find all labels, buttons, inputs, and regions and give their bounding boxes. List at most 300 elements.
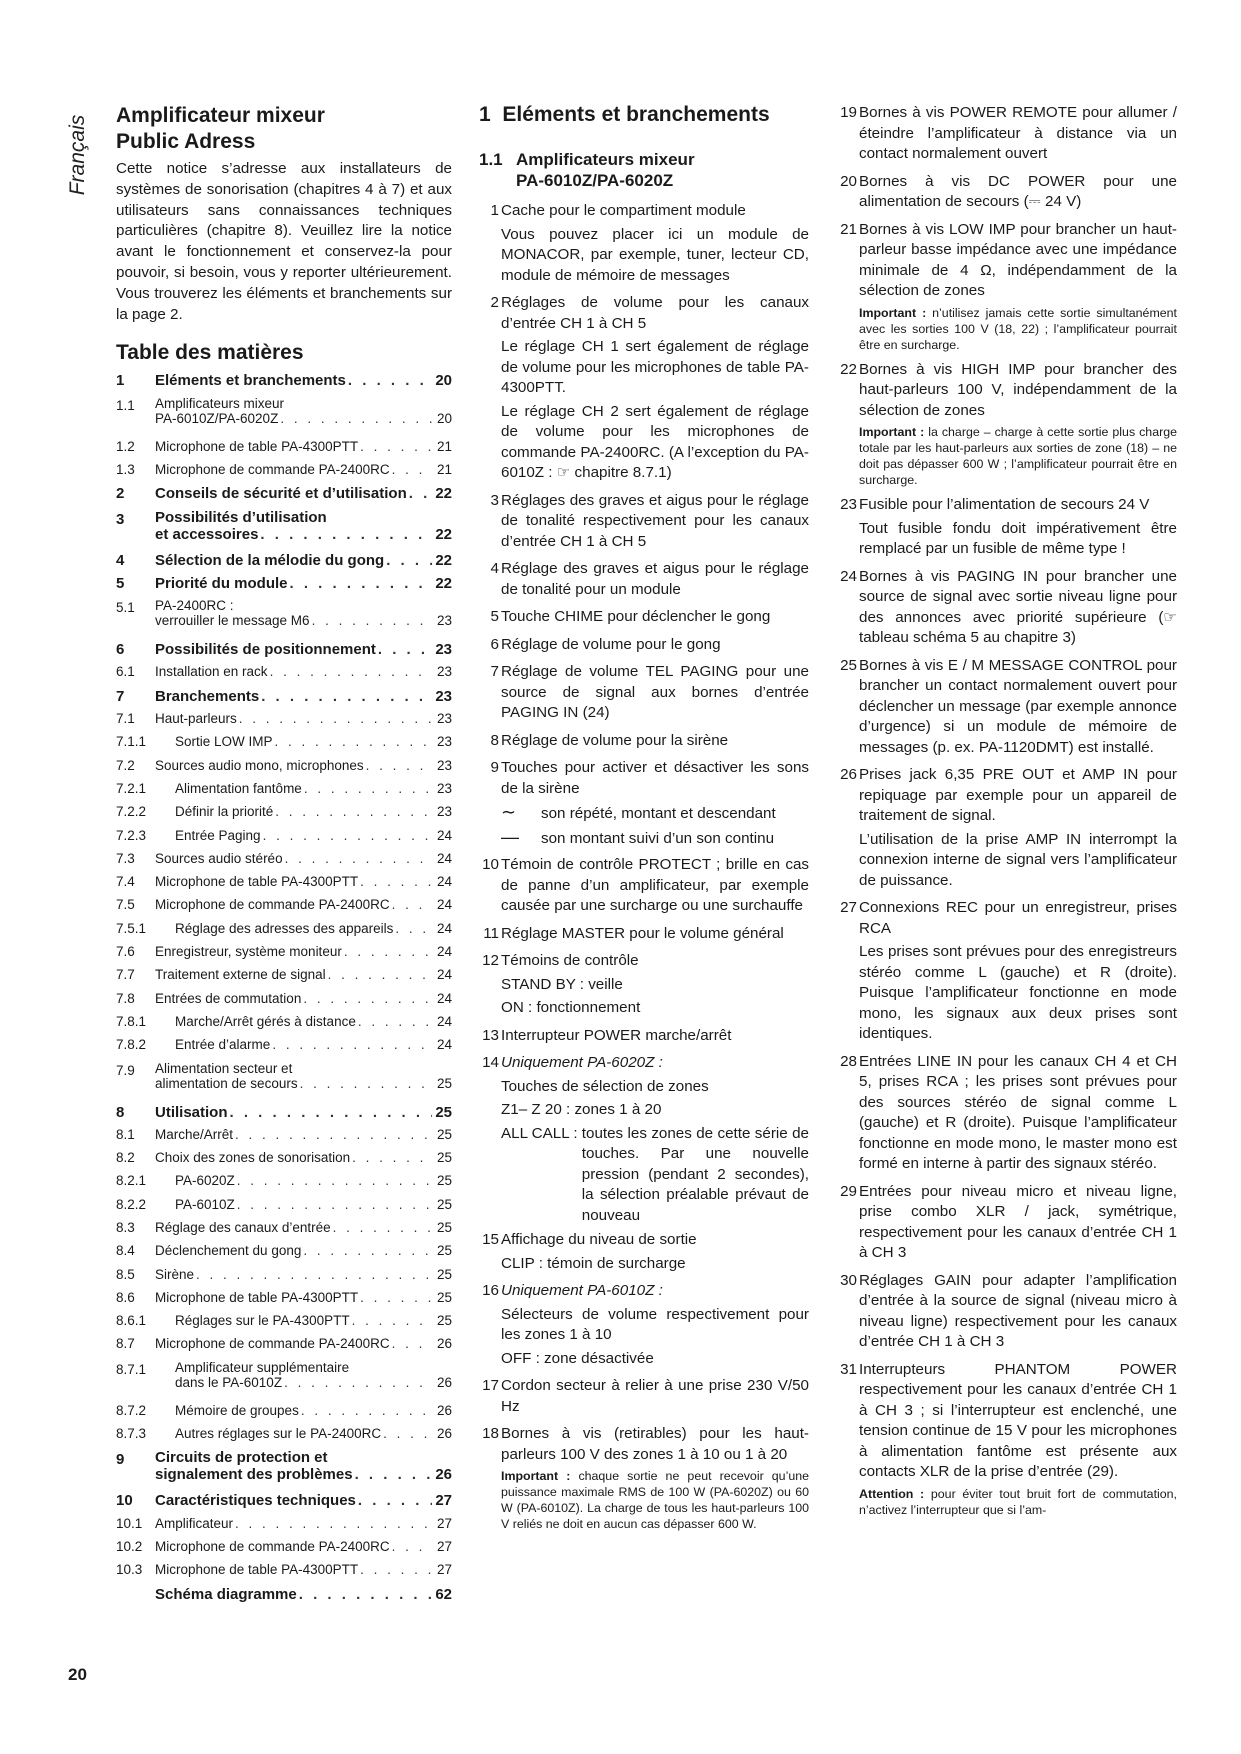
toc-page: 21	[436, 438, 452, 454]
toc-body	[155, 1336, 452, 1351]
toc-entry	[116, 1243, 452, 1266]
item-number: 27	[840, 899, 857, 916]
section-title: Eléments et branchements	[502, 103, 770, 126]
item-number: 23	[840, 496, 857, 513]
toc-title: Enregistreur, système moniteur	[155, 944, 342, 960]
item-text: Les prises sont prévues pour des enregistreurs stéréo comme L (gauche) et R (droite). Puisque l’amplificateur fonctionne en mode mono, les signaux aux deux prises sont identiques.	[859, 943, 1177, 1042]
toc-title: Microphone de table PA-4300PTT	[155, 1289, 359, 1305]
toc-page: 22	[435, 574, 452, 592]
toc-page: 20	[436, 410, 452, 426]
toc-body	[155, 1220, 452, 1235]
item-text: Fusible pour l’alimentation de secours 24 V	[859, 496, 1150, 513]
toc-entry	[116, 1449, 452, 1492]
toc-body	[155, 734, 452, 749]
toc-title: Conseils de sécurité et d’utilisation	[155, 485, 407, 503]
item-number: 25	[840, 656, 857, 674]
toc-leader	[290, 575, 432, 592]
toc-title: PA-2400RC :	[155, 598, 234, 614]
list-item	[837, 1271, 1177, 1356]
document-title	[116, 103, 452, 155]
list-item	[479, 924, 809, 948]
toc-title: et accessoires	[155, 525, 259, 543]
toc-title: Sélection de la mélodie du gong	[155, 551, 385, 569]
toc-leader	[348, 372, 432, 389]
toc-number: 8.2.2	[116, 1196, 147, 1212]
toc-title: Amplificateurs mixeur	[155, 395, 285, 411]
intro-paragraph: Cette notice s’adresse aux installateurs de systèmes de sonorisation (chapitres 4 à 7) et aux utilisateurs sans connaissances techniques particulières (chapitre 8). Veuillez lire la notice avant le fonctionnement et conservez-la pour pouvoir, si besoin, vous y reporter ultérieurement. Vous trouverez les éléments et branchements sur la page 2.	[116, 160, 452, 323]
toc-body	[155, 1104, 452, 1121]
toc-page: 25	[436, 1243, 452, 1259]
item-number: 30	[840, 1271, 857, 1289]
toc-body	[155, 758, 452, 773]
toc-entry	[116, 1220, 452, 1243]
toc-number: 7.8	[116, 990, 135, 1006]
toc-entry	[116, 921, 452, 944]
item-number: 5	[490, 608, 499, 625]
toc-page: 62	[435, 1585, 452, 1603]
item-number: 19	[840, 104, 857, 121]
item-text: Témoin de contrôle PROTECT ; brille en cas de panne d’un amplificateur, par exemple causée par une surcharge ou une surchauffe	[501, 856, 809, 914]
toc-title: Sirène	[155, 1266, 195, 1282]
toc-title: Réglage des adresses des appareils	[175, 920, 394, 936]
list-item	[837, 220, 1177, 356]
toc-page: 23	[436, 613, 452, 629]
toc-number: 8.2.1	[116, 1173, 147, 1189]
toc-page: 24	[436, 874, 452, 890]
toc-number: 8.7.2	[116, 1402, 147, 1418]
language-tab	[58, 100, 98, 210]
toc-number: 8.1	[116, 1126, 135, 1142]
subsection-line-2: PA-6010Z/PA-6020Z	[516, 171, 674, 190]
list-item	[479, 1026, 809, 1050]
toc-number: 1	[116, 372, 125, 390]
toc-leader	[358, 1492, 432, 1509]
toc-page: 27	[436, 1515, 452, 1531]
list-item	[837, 567, 1177, 652]
toc-body	[155, 641, 452, 658]
toc-title: Définir la priorité	[175, 804, 274, 820]
toc-title: PA-6010Z/PA-6020Z	[155, 410, 279, 426]
toc-leader	[263, 828, 432, 843]
toc-body	[155, 552, 452, 569]
toc-title: Microphone de commande PA-2400RC	[155, 1336, 390, 1352]
toc-body	[155, 1061, 452, 1091]
toc-leader	[235, 1516, 432, 1531]
list-item	[479, 1281, 809, 1372]
toc-number: 8.6.1	[116, 1313, 147, 1329]
toc-leader	[352, 1313, 432, 1328]
toc-entry	[116, 1197, 452, 1220]
item-text: Z1– Z 20 : zones 1 à 20	[501, 1101, 662, 1118]
item-text: Réglage des graves et aigus pour le réglage de tonalité pour un module	[501, 560, 809, 598]
toc-number: 7.7	[116, 967, 135, 983]
note-label: Attention :	[859, 1486, 925, 1501]
toc-page: 20	[435, 372, 452, 390]
toc-leader	[360, 874, 432, 889]
toc-title: alimentation de secours	[155, 1075, 298, 1091]
toc-page: 21	[436, 461, 452, 477]
toc-leader	[358, 1014, 432, 1029]
toc-leader	[261, 688, 432, 705]
list-item	[479, 607, 809, 631]
language-label: Français	[66, 114, 89, 196]
item-text: Prises jack 6,35 PRE OUT et AMP IN pour repiquage par exemple pour un appareil de traitement de signal.	[859, 766, 1177, 824]
list-item	[837, 898, 1177, 1048]
toc-title: Installation en rack	[155, 664, 268, 680]
toc-number: 1.1	[116, 397, 135, 413]
toc-leader	[312, 613, 432, 628]
important-note	[859, 305, 1177, 353]
toc-body	[155, 1539, 452, 1554]
item-text: Bornes à vis POWER REMOTE pour allumer /éteindre l’amplificateur à distance via un contact normalement ouvert	[859, 104, 1177, 162]
toc-line-2	[155, 1076, 452, 1091]
list-item	[479, 731, 809, 755]
siren-text: son répété, montant et descendant	[541, 805, 776, 822]
item-text: ON : fonctionnement	[501, 999, 641, 1016]
toc-page: 26	[435, 1466, 452, 1484]
toc-title: Traitement externe de signal	[155, 967, 326, 983]
note-label: Important :	[501, 1469, 571, 1483]
toc-number: 7.1	[116, 711, 135, 727]
toc-title: Amplificateur supplémentaire	[175, 1359, 350, 1375]
toc-page: 23	[436, 734, 452, 750]
toc-leader	[304, 781, 432, 796]
toc-title: verrouiller le message M6	[155, 613, 310, 629]
toc-body	[155, 1449, 452, 1483]
item-text: Cache pour le compartiment module	[501, 202, 746, 219]
toc-title: Déclenchement du gong	[155, 1243, 302, 1259]
toc-entry	[116, 664, 452, 687]
toc-entry	[116, 509, 452, 552]
toc-body	[155, 1403, 452, 1418]
item-text: L’utilisation de la prise AMP IN interrompt la connexion interne de signal vers l’amplificateur de puissance.	[859, 830, 1177, 889]
toc-page: 26	[436, 1336, 452, 1352]
item-text: Le réglage CH 1 sert également de réglage de volume pour les microphones de table PA-4300PTT.	[501, 338, 809, 396]
list-item	[479, 293, 809, 487]
wave-icon: ∼	[501, 802, 517, 822]
list-item	[479, 635, 809, 659]
item-text: Interrupteur POWER marche/arrêt	[501, 1026, 732, 1044]
item-number: 24	[840, 567, 857, 585]
toc-entry	[116, 1426, 452, 1449]
item-text: Le réglage CH 2 sert également de réglage de volume pour les microphones de commande PA-2400RC. (A l’exception du PA-6010Z : ☞ chapitre 8.7.1)	[501, 402, 809, 481]
toc-page: 25	[436, 1126, 452, 1142]
toc-leader	[333, 1220, 432, 1235]
item-number: 16	[482, 1282, 499, 1299]
toc-leader	[230, 1104, 432, 1121]
toc-body	[155, 1516, 452, 1531]
toc-body	[155, 1150, 452, 1165]
toc-leader	[360, 1562, 432, 1577]
toc-title: Amplificateur	[155, 1515, 234, 1531]
note-text: chaque sortie ne peut recevoir qu’une puissance maximale RMS de 100 W (PA-6020Z) ou 60 W (PA-6010Z). La charge de tous les haut-parleurs 100 V reliés ne doit en aucun cas dépasser 600 W.	[501, 1469, 809, 1531]
toc-number: 7.9	[116, 1062, 135, 1078]
toc-leader	[237, 1197, 432, 1212]
toc-entry	[116, 734, 452, 757]
item-text: Affichage du niveau de sortie	[501, 1231, 697, 1248]
toc-body	[155, 1290, 452, 1305]
toc-number: 8.3	[116, 1219, 135, 1235]
toc-leader	[392, 1539, 432, 1554]
toc-title: Branchements	[155, 687, 260, 705]
toc-body	[155, 874, 452, 889]
toc-body	[155, 575, 452, 592]
toc-body	[155, 509, 452, 543]
item-text: Entrées LINE IN pour les canaux CH 4 et CH 5, prises RCA ; les prises sont prévues pour des sources stéréo de signal comme L (gauche) et R (droite). Puisque l’amplificateur fonctionne en mode mono, le master mono est formé en interne à partir des signaux stéréo.	[859, 1052, 1177, 1172]
toc-entry	[116, 396, 452, 439]
toc-number: 4	[116, 551, 125, 569]
item-text: Touches de sélection de zones	[501, 1077, 709, 1095]
list-item	[837, 1052, 1177, 1178]
toc-leader	[235, 1127, 432, 1142]
toc-body	[155, 1426, 452, 1441]
toc-body	[155, 1586, 452, 1603]
item-number: 31	[840, 1360, 857, 1378]
toc-entry	[116, 485, 452, 508]
toc-number: 8.7.3	[116, 1426, 147, 1442]
siren-text: son montant suivi d’un son continu	[541, 829, 775, 847]
toc-entry	[116, 1403, 452, 1426]
toc-body	[155, 944, 452, 959]
toc-title: Sources audio mono, microphones	[155, 757, 364, 773]
toc-number: 1.3	[116, 461, 135, 477]
item-text: Tout fusible fondu doit impérativement être remplacé par un fusible de même type !	[859, 519, 1177, 557]
toc-number: 8.5	[116, 1266, 135, 1282]
toc-body	[155, 372, 452, 389]
siren-option-1	[501, 802, 809, 825]
list-item	[479, 491, 809, 556]
toc-page: 23	[436, 804, 452, 820]
toc-body	[155, 396, 452, 426]
item-text: Réglage de volume pour le gong	[501, 635, 721, 653]
item-number: 28	[840, 1052, 857, 1070]
important-note	[859, 424, 1177, 488]
toc-title: Microphone de table PA-4300PTT	[155, 438, 359, 454]
toc-entry	[116, 1562, 452, 1585]
toc-title: Entrée d’alarme	[175, 1037, 271, 1053]
item-text: Uniquement PA-6020Z :	[501, 1054, 663, 1071]
toc-leader	[328, 967, 432, 982]
item-number: 2	[490, 294, 499, 311]
toc-body	[155, 1562, 452, 1577]
toc-number: 7.4	[116, 874, 135, 890]
toc-page: 22	[435, 485, 452, 503]
toc-number: 7.5	[116, 897, 135, 913]
toc-page: 25	[436, 1075, 452, 1091]
toc-number: 7.2.2	[116, 804, 147, 820]
toc-page: 24	[436, 967, 452, 983]
item-number: 15	[482, 1231, 499, 1248]
item-text: Interrupteurs PHANTOM POWER respectivement pour les canaux d’entrée CH 1 à CH 3 ; si l’interrupteur est enclenché, une tension continue de 15 V pour les microphones à alimentation fantôme est présente aux contacts XLR de la prise d’entrée (29).	[859, 1360, 1177, 1480]
toc-entry	[116, 944, 452, 967]
toc-body	[155, 485, 452, 502]
note-text: pour éviter tout bruit fort de commutation, n’activez l’interrupteur que si l’am-	[859, 1486, 1177, 1517]
subsection-heading	[479, 149, 809, 191]
toc-leader	[360, 1290, 432, 1305]
toc-title: Haut-parleurs	[155, 711, 237, 727]
toc-entry	[116, 1290, 452, 1313]
toc-number: 10.2	[116, 1538, 143, 1554]
toc-number: 7.1.1	[116, 734, 147, 750]
toc-number: 8.7	[116, 1336, 135, 1352]
toc-title: Possibilités de positionnement	[155, 641, 376, 659]
list-item	[479, 201, 809, 289]
item-text: Bornes à vis (retirables) pour les haut-parleurs 100 V des zones 1 à 10 ou 1 à 20	[501, 1425, 809, 1463]
toc-body	[155, 1313, 452, 1328]
toc-number: 6.1	[116, 664, 135, 680]
toc-body	[155, 1267, 452, 1282]
item-text: Connexions REC pour un enregistreur, prises RCA	[859, 899, 1177, 937]
toc-leader	[275, 734, 432, 749]
toc-entry	[116, 1037, 452, 1060]
item-number: 18	[482, 1425, 499, 1442]
item-number: 17	[482, 1377, 499, 1394]
toc-entry	[116, 688, 452, 711]
list-item	[479, 758, 809, 851]
list-item	[479, 1230, 809, 1277]
toc-page: 25	[436, 1289, 452, 1305]
item-text: Bornes à vis PAGING IN pour brancher une source de signal avec sortie niveau ligne pour des annonces avec priorité supérieure (☞ tableau schéma 5 au chapitre 3)	[859, 567, 1177, 646]
toc-number: 1.2	[116, 438, 135, 454]
toc-leader	[260, 526, 432, 543]
toc-title: Alimentation fantôme	[175, 780, 302, 796]
toc-line-2	[155, 526, 452, 543]
toc-number: 8.7.1	[116, 1361, 147, 1377]
toc-leader	[299, 1586, 432, 1603]
toc-leader	[352, 1150, 432, 1165]
toc-title: Choix des zones de sonorisation	[155, 1150, 351, 1166]
toc-page: 24	[436, 920, 452, 936]
list-item	[837, 1360, 1177, 1521]
toc-leader	[303, 991, 432, 1006]
item-text: Cordon secteur à relier à une prise 230 V/50 Hz	[501, 1377, 809, 1415]
toc-page: 26	[436, 1426, 452, 1442]
toc-entry	[116, 967, 452, 990]
toc-number: 7.2	[116, 757, 135, 773]
toc-body	[155, 1360, 452, 1390]
item-text: Entrées pour niveau micro et niveau ligne, prise combo XLR / jack, symétrique, respectivement pour les canaux d’entrée CH 1 à CH 3	[859, 1182, 1177, 1261]
toc-leader	[239, 711, 432, 726]
toc-line-2	[155, 411, 452, 426]
toc-leader	[270, 664, 432, 679]
toc-line-2	[155, 613, 452, 628]
item-text: Touche CHIME pour déclencher le gong	[501, 608, 771, 625]
toc-title: Entrée Paging	[175, 827, 261, 843]
toc-leader	[275, 804, 432, 819]
toc-title: signalement des problèmes	[155, 1466, 353, 1484]
toc-leader	[392, 462, 432, 477]
all-call-entry	[501, 1124, 809, 1227]
siren-option-2	[501, 827, 809, 850]
item-number: 1	[490, 202, 499, 219]
list-item	[837, 360, 1177, 492]
toc-leader	[360, 439, 432, 454]
toc-entry	[116, 1516, 452, 1539]
toc-page: 25	[436, 1313, 452, 1329]
note-label: Important :	[859, 305, 927, 320]
toc-entry	[116, 1492, 452, 1515]
toc-leader	[344, 944, 432, 959]
toc-body	[155, 598, 452, 628]
list-item	[837, 765, 1177, 894]
item-text: Réglage MASTER pour le volume général	[501, 924, 784, 942]
item-number: 22	[840, 360, 857, 378]
item-text: Uniquement PA-6010Z :	[501, 1282, 663, 1299]
toc-title: PA-6010Z	[175, 1196, 235, 1212]
toc-leader	[366, 758, 432, 773]
toc-leader	[300, 1076, 432, 1091]
item-text: Réglage de volume pour la sirène	[501, 731, 729, 749]
toc-leader	[378, 641, 432, 658]
toc-entry	[116, 1127, 452, 1150]
section-heading	[479, 103, 809, 127]
toc-leader	[272, 1037, 432, 1052]
toc-page: 25	[436, 1150, 452, 1166]
toc-entry	[116, 1061, 452, 1104]
toc-title: Marche/Arrêt gérés à distance	[175, 1013, 356, 1029]
toc-entry	[116, 1173, 452, 1196]
item-number: 10	[482, 856, 499, 873]
toc-number: 7.5.1	[116, 920, 147, 936]
toc-leader	[237, 1173, 432, 1188]
toc-body	[155, 688, 452, 705]
toc-body	[155, 828, 452, 843]
toc-title: Sortie LOW IMP	[175, 734, 273, 750]
item-text: Bornes à vis HIGH IMP pour brancher des haut-parleurs 100 V, indépendamment de la sélection de zones	[859, 360, 1177, 419]
toc-page: 24	[436, 990, 452, 1006]
note-text: n’utilisez jamais cette sortie simultanément avec les sorties 100 V (18, 22) ; l’amplificateur pourrait être en surcharge.	[859, 305, 1177, 352]
list-item	[479, 559, 809, 603]
toc-body	[155, 664, 452, 679]
toc-body	[155, 1127, 452, 1142]
item-text: Touches pour activer et désactiver les sons de la sirène	[501, 759, 809, 797]
list-item	[479, 662, 809, 727]
toc-page: 26	[436, 1374, 452, 1390]
toc-entry	[116, 851, 452, 874]
column-intro-toc	[116, 103, 452, 1609]
item-text: Bornes à vis DC POWER pour une alimentation de secours (⎓ 24 V)	[859, 172, 1177, 210]
toc-page: 23	[436, 664, 452, 680]
toc-title: Priorité du module	[155, 574, 288, 592]
toc-title: Caractéristiques techniques	[155, 1492, 356, 1510]
item-text: Témoins de contrôle	[501, 952, 639, 969]
toc-number: 7.3	[116, 850, 135, 866]
list-item	[837, 103, 1177, 168]
toc-title: Réglage des canaux d’entrée	[155, 1219, 331, 1235]
item-text: toutes les zones de cette série de touches. Par une nouvelle pression (pendant 2 secondes), la sélection préalable prévaut de nouveau	[581, 1124, 809, 1224]
toc-entry	[116, 804, 452, 827]
toc-leader	[392, 897, 432, 912]
toc-title: Schéma diagramme	[155, 1585, 297, 1603]
toc-entry	[116, 1586, 452, 1609]
note-text: la charge – charge à cette sortie plus charge totale par les haut-parleurs aux sorties de zone (18) – ne doit pas dépasser 600 W ; l’amplificateur pourrait être en surcharge.	[859, 425, 1177, 487]
toc-entry	[116, 828, 452, 851]
subsection-line-1: Amplificateurs mixeur	[516, 150, 695, 169]
toc-entry	[116, 598, 452, 641]
list-item	[479, 855, 809, 920]
toc-page: 24	[436, 1037, 452, 1053]
toc-leader	[301, 1403, 432, 1418]
toc-page: 25	[436, 1266, 452, 1282]
toc-title: Mémoire de groupes	[175, 1402, 299, 1418]
list-item	[479, 1424, 809, 1535]
toc-title: Microphone de table PA-4300PTT	[155, 1562, 359, 1578]
toc-page: 27	[436, 1538, 452, 1554]
toc-leader	[383, 1426, 432, 1441]
toc-entry	[116, 991, 452, 1014]
toc-leader	[392, 1336, 432, 1351]
list-item	[479, 1053, 809, 1226]
